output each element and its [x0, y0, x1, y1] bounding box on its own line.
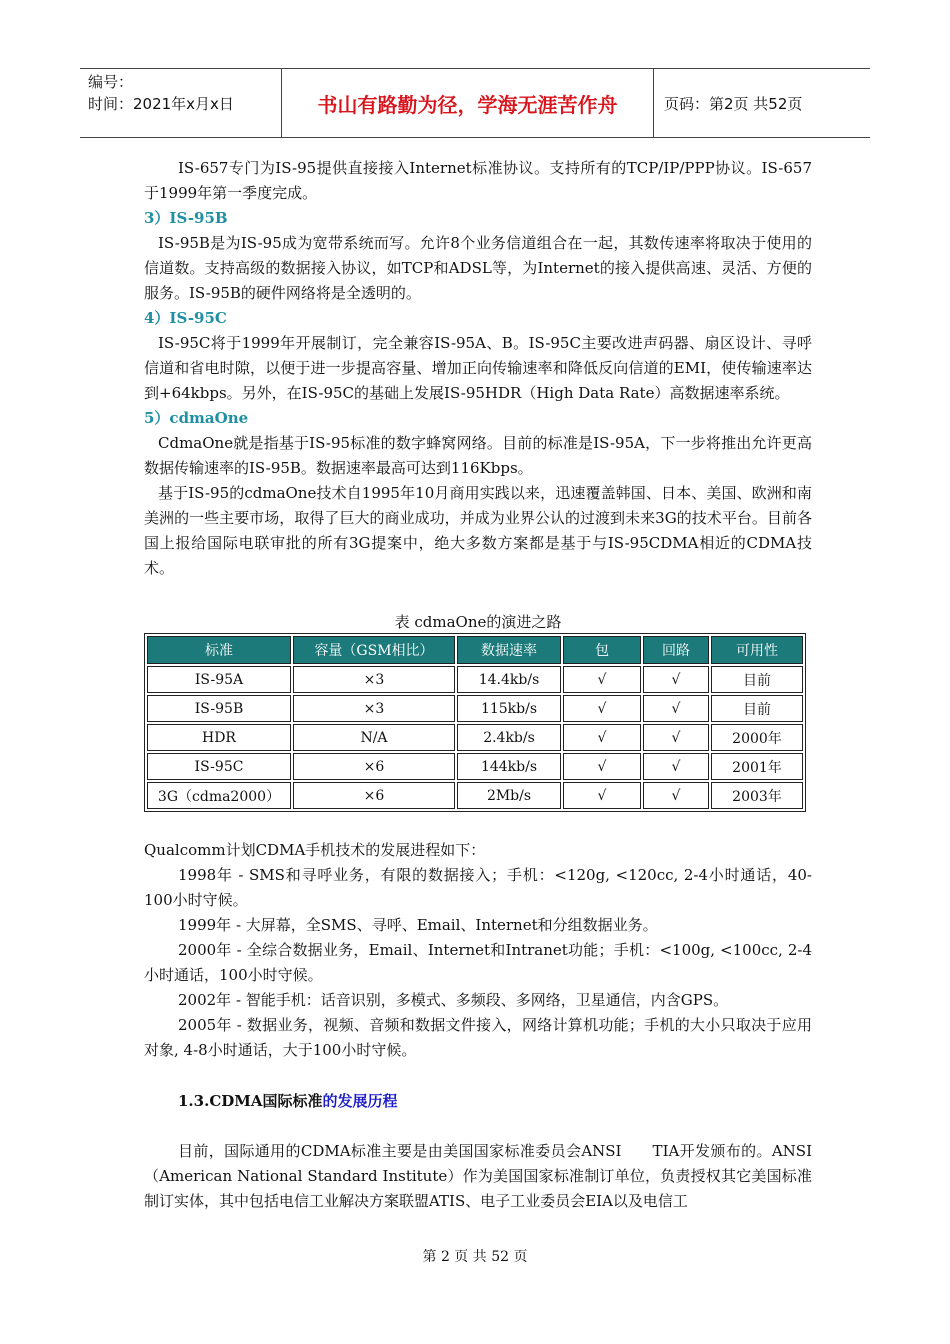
header-motto: 书山有路勤为径，学海无涯苦作舟	[282, 69, 654, 137]
table-cell: ×6	[293, 753, 455, 780]
table-cell: 2001年	[711, 753, 803, 780]
table-row	[147, 666, 803, 693]
table-cell: IS-95B	[147, 695, 291, 722]
table-row	[147, 695, 803, 722]
table-cell: 2000年	[711, 724, 803, 751]
table-row	[147, 753, 803, 780]
table-cell: 144kb/s	[457, 753, 561, 780]
document-body	[144, 156, 812, 1214]
table-cell: √	[643, 782, 709, 809]
qualcomm-2005: 2005年 - 数据业务，视频、音频和数据文件接入，网络计算机功能；手机的大小只取决于应用对象, 4-8小时通话，大于100小时守候。	[144, 1016, 812, 1059]
table-cell: 115kb/s	[457, 695, 561, 722]
section-1-3-title	[144, 1089, 812, 1114]
table-cell: ×6	[293, 782, 455, 809]
table-header-cell: 回路	[643, 636, 709, 664]
table-cell: √	[563, 695, 641, 722]
table-cell: √	[563, 782, 641, 809]
page-footer: 第 2 页 共 52 页	[422, 1249, 528, 1265]
table-cell: √	[643, 753, 709, 780]
table-cell: √	[563, 724, 641, 751]
code-label: 编号：	[88, 73, 134, 91]
table-cell: 目前	[711, 666, 803, 693]
qualcomm-2002: 2002年 - 智能手机：话音识别，多模式、多频段、多网络，卫星通信，内含GPS。	[178, 991, 729, 1009]
table-cell: IS-95A	[147, 666, 291, 693]
paragraph-is95b: IS-95B是为IS-95成为宽带系统而写。允许8个业务信道组合在一起，其数传速率将取决于使用的信道数。支持高级的数据接入协议，如TCP和ADSL等，为Internet的接入提供高速、灵活、方便的服务。IS-95B的硬件网络将是全透明的。	[144, 234, 812, 302]
section-heading-is95c: 4）IS-95C	[144, 309, 227, 327]
table-cell: 目前	[711, 695, 803, 722]
table-header-cell: 可用性	[711, 636, 803, 664]
section-heading-cdmaone: 5）cdmaOne	[144, 409, 249, 427]
table-cell: N/A	[293, 724, 455, 751]
paragraph-is95c: IS-95C将于1999年开展制订，完全兼容IS-95A、B。IS-95C主要改进声码器、扇区设计、寻呼信道和省电时隙，以便于进一步提高容量、增加正向传输速率和降低反向信道的EMI，使传输速率达到+64kbps。另外，在IS-95C的基础上发展IS-95HDR（High Data Rate）高数据速率系统。	[144, 334, 812, 402]
paragraph-cdma-standards: 目前，国际通用的CDMA标准主要是由美国国家标准委员会ANSI TIA开发颁布的。ANSI（American National Standard Institute）作为美国国家标准制订单位，负责授权其它美国标准制订实体，其中包括电信工业解决方案联盟ATIS、电子工业委员会EIA以及电信工	[144, 1142, 812, 1210]
table-cell: √	[643, 666, 709, 693]
qualcomm-section	[144, 838, 812, 1063]
header-page-info: 页码：第2页 共52页	[664, 94, 803, 113]
table-row	[147, 782, 803, 809]
table-cell: 2003年	[711, 782, 803, 809]
table-header-cell: 标准	[147, 636, 291, 664]
table-cell: ×3	[293, 695, 455, 722]
table-header-cell: 包	[563, 636, 641, 664]
table-cell: 2Mb/s	[457, 782, 561, 809]
table-caption: 表 cdmaOne的演进之路	[394, 613, 562, 631]
time-label: 时间：2021年x月x日	[88, 95, 234, 113]
evolution-table	[144, 633, 806, 812]
qualcomm-2000: 2000年 - 全综合数据业务，Email、Internet和Intranet功能；手机：<100g, <100cc, 2-4小时通话，100小时守候。	[144, 941, 812, 984]
table-cell: √	[643, 695, 709, 722]
qualcomm-1998: 1998年 - SMS和寻呼业务，有限的数据接入；手机：<120g, <120cc, 2-4小时通话，40-100小时守候。	[144, 866, 812, 909]
page-header	[80, 68, 870, 138]
section-1-3-title-main: 1.3.CDMA国际标准	[178, 1092, 323, 1110]
paragraph-cdmaone-1: CdmaOne就是指基于IS-95标准的数字蜂窝网络。目前的标准是IS-95A，下一步将推出允许更高数据传输速率的IS-95B。数据速率最高可达到116Kbps。	[144, 434, 812, 477]
paragraph-is657: IS-657专门为IS-95提供直接接入Internet标准协议。支持所有的TCP/IP/PPP协议。IS-657于1999年第一季度完成。	[144, 159, 812, 202]
table-cell: 3G（cdma2000）	[147, 782, 291, 809]
table-header-cell: 容量（GSM相比）	[293, 636, 455, 664]
table-cell: √	[643, 724, 709, 751]
section-1-3-title-link: 的发展历程	[322, 1092, 398, 1110]
table-cell: IS-95C	[147, 753, 291, 780]
table-row	[147, 724, 803, 751]
qualcomm-1999: 1999年 - 大屏幕，全SMS、寻呼、Email、Internet和分组数据业务。	[178, 916, 658, 934]
table-header-cell: 数据速率	[457, 636, 561, 664]
qualcomm-intro: Qualcomm计划CDMA手机技术的发展进程如下：	[144, 841, 486, 859]
table-cell: 14.4kb/s	[457, 666, 561, 693]
table-cell: ×3	[293, 666, 455, 693]
paragraph-cdmaone-2: 基于IS-95的cdmaOne技术自1995年10月商用实践以来，迅速覆盖韩国、日本、美国、欧洲和南美洲的一些主要市场，取得了巨大的商业成功，并成为业界公认的过渡到未来3G的技术平台。目前各国上报给国际电联审批的所有3G提案中，绝大多数方案都是基于与IS-95CDMA相近的CDMA技术。	[144, 484, 812, 577]
table-header-row	[147, 636, 803, 664]
table-cell: √	[563, 666, 641, 693]
table-cell: √	[563, 753, 641, 780]
table-cell: 2.4kb/s	[457, 724, 561, 751]
section-heading-is95b: 3）IS-95B	[144, 209, 228, 227]
table-cell: HDR	[147, 724, 291, 751]
header-meta	[80, 69, 282, 137]
